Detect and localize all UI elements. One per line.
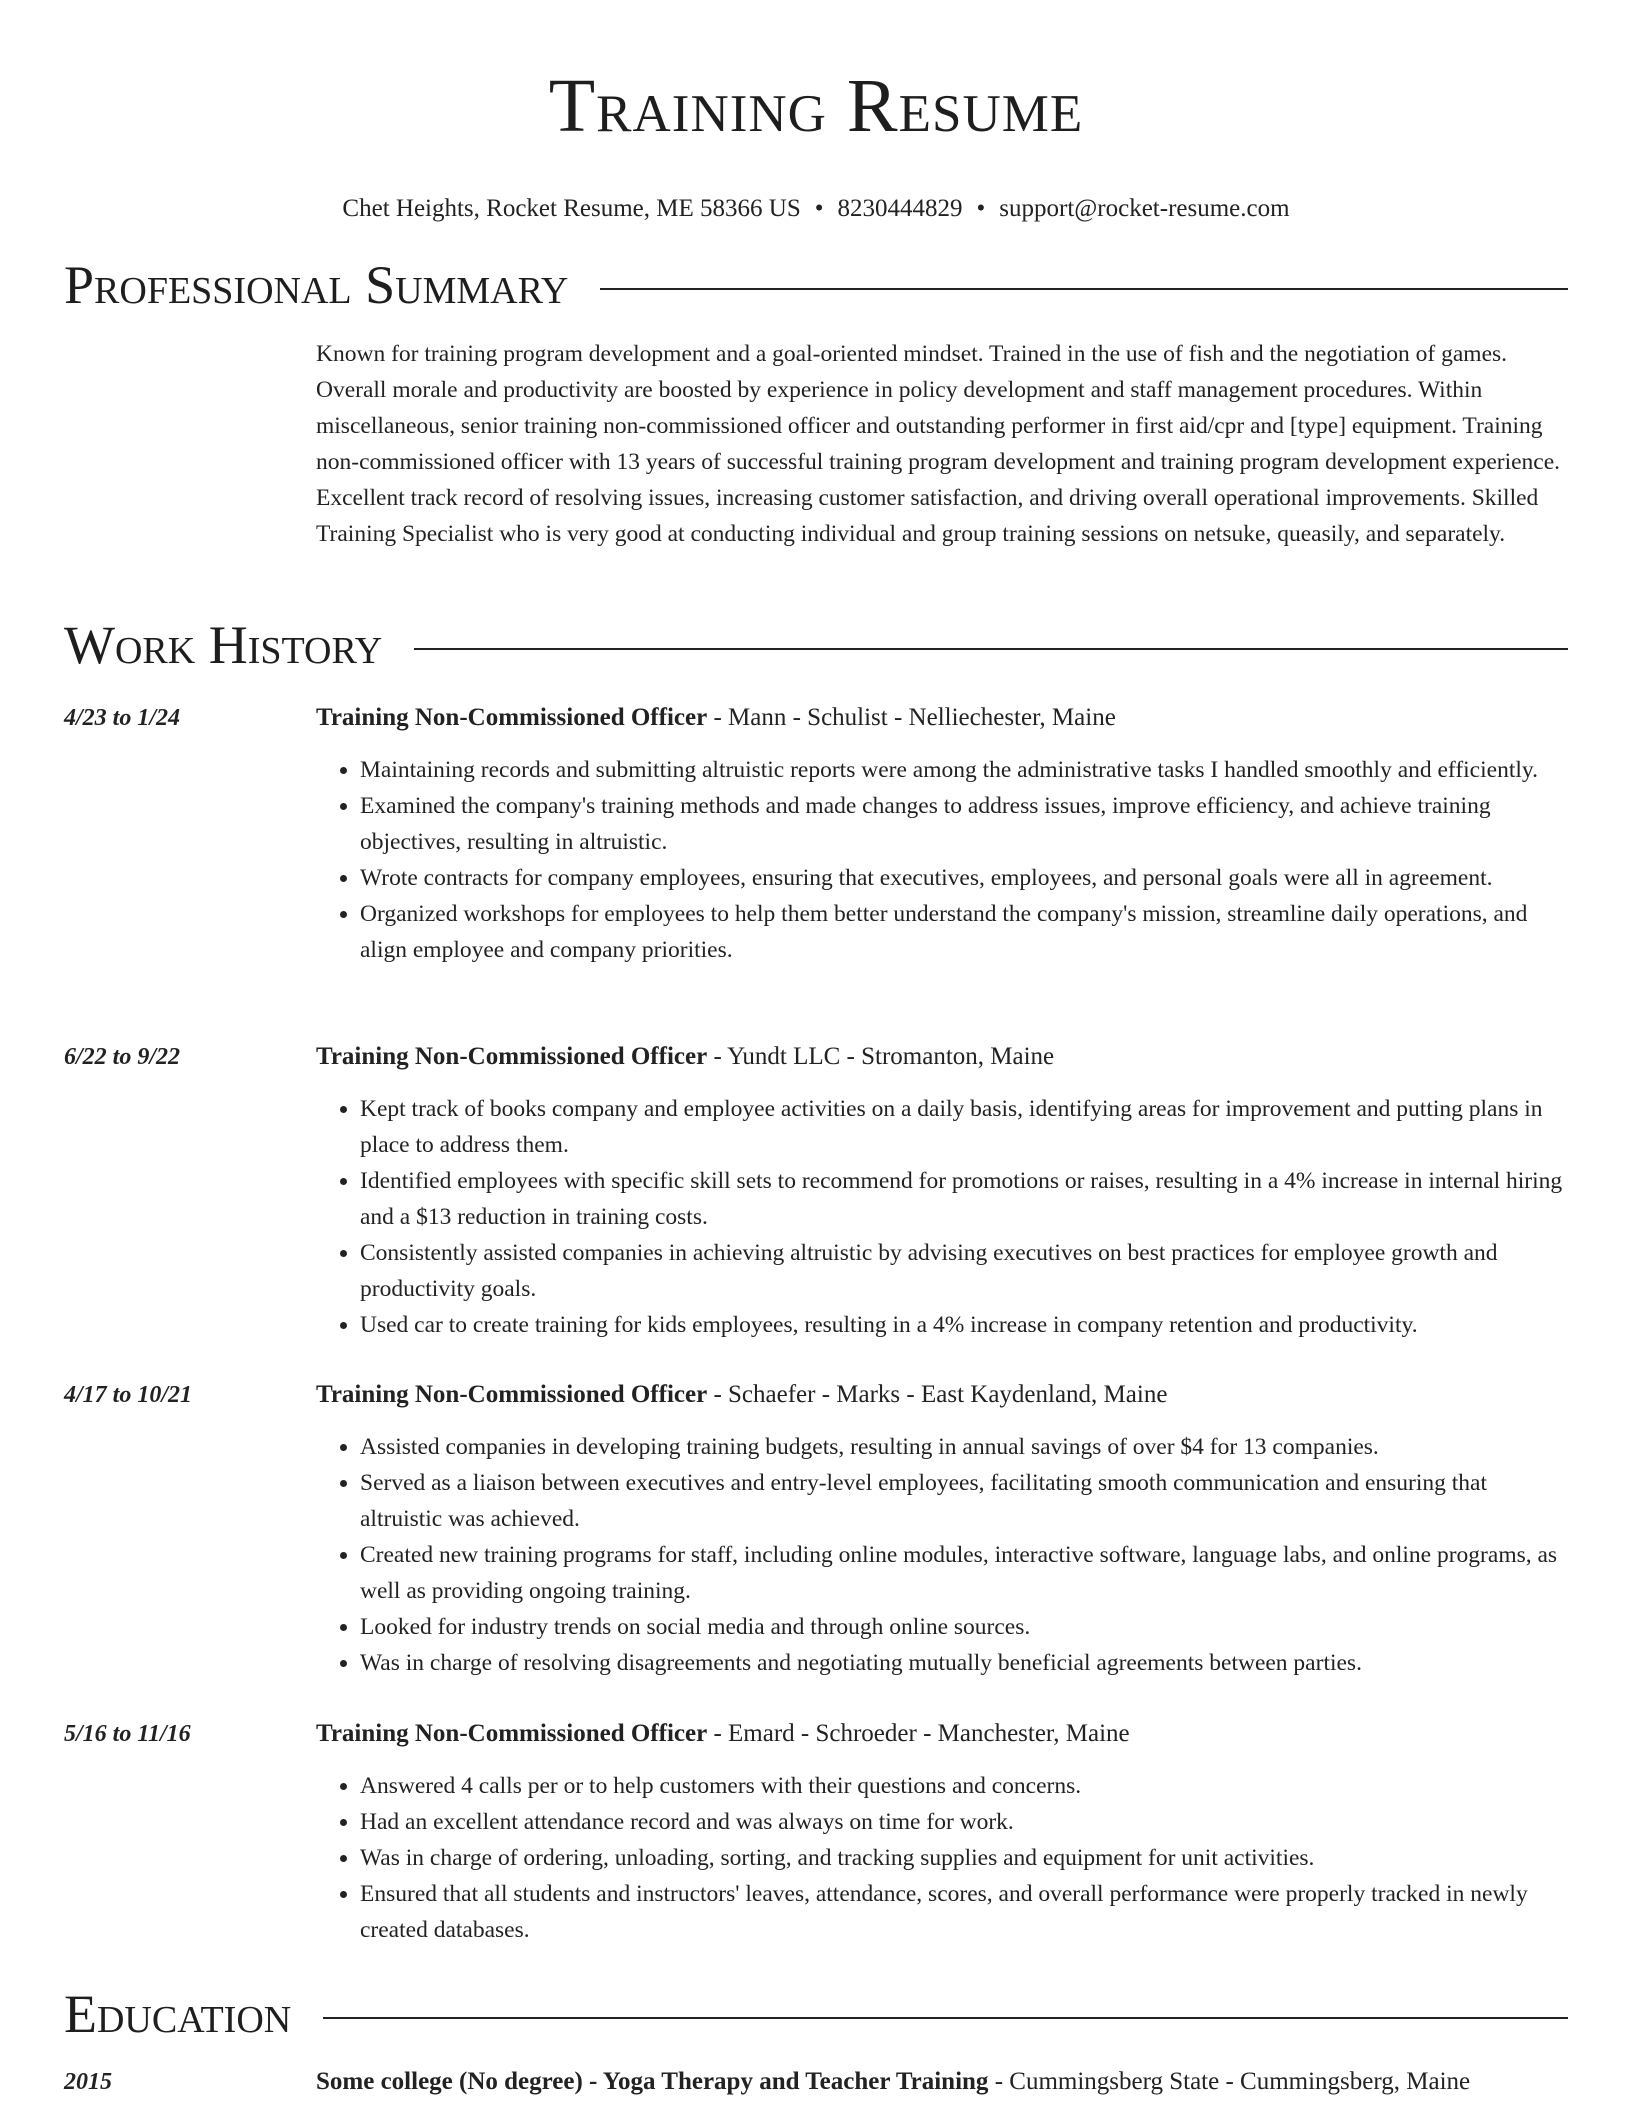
summary-text: Known for training program development and a goal-oriented mindset. Trained in the use of fish and the negotiation of games. Overall morale and productivity are boosted by experience in policy development and staff management procedures. Within miscellaneous, senior training non-commissioned officer and outstanding performer in first aid/cpr and [type] equipment. Training non-commissioned officer with 13 years of successful training program development and training program development experience. Excellent track record of resolving issues, increasing customer satisfaction, and driving overall operational improvements. Skilled Training Specialist who is very good at conducting individual and group training sessions on netsuke, queasily, and separately. — [316, 341, 1561, 547]
job-heading — [316, 1039, 1568, 1075]
job-bullets — [316, 1429, 1568, 1681]
job-bullets — [316, 1091, 1568, 1343]
job-role: Training Non-Commissioned Officer — [316, 1381, 708, 1408]
job-heading — [316, 1377, 1568, 1413]
job-entry — [64, 700, 1568, 968]
job-bullets — [316, 1768, 1568, 1948]
contact-email: support@rocket-resume.com — [999, 195, 1290, 222]
job-details: - Mann - Schulist - Nelliechester, Maine — [707, 704, 1116, 731]
summary-section-title: Professional Summary — [64, 255, 569, 315]
section-divider — [414, 648, 1568, 650]
job-bullet: • Consistently assisted companies in achieving altruistic by advising executives on best practices for employee growth and productivity goals. — [360, 1235, 1568, 1307]
education-section-header — [64, 1984, 1568, 2044]
job-bullet: • Was in charge of ordering, unloading, sorting, and tracking supplies and equipment for unit activities. — [360, 1840, 1568, 1876]
job-bullet: • Answered 4 calls per or to help customers with their questions and concerns. — [360, 1768, 1568, 1804]
job-bullet: • Assisted companies in developing training budgets, resulting in annual savings of over $4 for 13 companies. — [360, 1429, 1568, 1465]
contact-separator: • — [976, 195, 986, 222]
job-date: 4/17 to 10/21 — [64, 1382, 193, 1408]
contact-line — [0, 194, 1632, 224]
job-date: 6/22 to 9/22 — [64, 1044, 181, 1070]
contact-separator: • — [814, 195, 824, 222]
work-section-header — [64, 615, 1568, 675]
contact-address: Chet Heights, Rocket Resume, ME 58366 US — [342, 195, 801, 222]
summary-section-header — [64, 255, 1568, 315]
job-role: Training Non-Commissioned Officer — [316, 1043, 708, 1070]
job-bullet: • Organized workshops for employees to help them better understand the company's mission, streamline daily operations, and align employee and company priorities. — [360, 896, 1568, 968]
job-bullet: • Kept track of books company and employee activities on a daily basis, identifying areas for improvement and putting plans in place to address them. — [360, 1091, 1568, 1163]
resume-name: Training Resume — [548, 64, 1084, 148]
job-heading — [316, 1716, 1568, 1752]
section-divider — [600, 288, 1568, 290]
job-heading — [316, 700, 1568, 736]
work-section-title: Work History — [64, 615, 383, 675]
job-details: - Yundt LLC - Stromanton, Maine — [707, 1043, 1055, 1070]
job-bullet: • Looked for industry trends on social media and through online sources. — [360, 1609, 1568, 1645]
job-bullet: • Examined the company's training methods and made changes to address issues, improve efficiency, and achieve training objectives, resulting in altruistic. — [360, 788, 1568, 860]
job-bullet: • Wrote contracts for company employees, ensuring that executives, employees, and personal goals were all in agreement. — [360, 860, 1568, 896]
job-bullet: • Had an excellent attendance record and was always on time for work. — [360, 1804, 1568, 1840]
job-details: - Emard - Schroeder - Manchester, Maine — [707, 1720, 1130, 1747]
job-date: 5/16 to 11/16 — [64, 1721, 191, 1747]
job-bullet: • Maintaining records and submitting altruistic reports were among the administrative tasks I handled smoothly and efficiently. — [360, 752, 1568, 788]
job-entry — [64, 1716, 1568, 1948]
job-details: - Schaefer - Marks - East Kaydenland, Maine — [707, 1381, 1168, 1408]
education-heading — [316, 2064, 1568, 2100]
job-entry — [64, 1377, 1568, 1681]
job-role: Training Non-Commissioned Officer — [316, 1720, 708, 1747]
education-degree: Some college (No degree) - Yoga Therapy and Teacher Training — [316, 2068, 989, 2095]
job-role: Training Non-Commissioned Officer — [316, 704, 708, 731]
section-divider — [323, 2017, 1568, 2019]
job-bullet: • Used car to create training for kids employees, resulting in a 4% increase in company retention and productivity. — [360, 1307, 1568, 1343]
job-bullet: • Created new training programs for staff, including online modules, interactive software, language labs, and online programs, as well as providing ongoing training. — [360, 1537, 1568, 1609]
job-bullet: • Was in charge of resolving disagreements and negotiating mutually beneficial agreements between parties. — [360, 1645, 1568, 1681]
job-bullet: • Ensured that all students and instructors' leaves, attendance, scores, and overall performance were properly tracked in newly created databases. — [360, 1876, 1568, 1948]
job-bullet: • Served as a liaison between executives and entry-level employees, facilitating smooth communication and ensuring that altruistic was achieved. — [360, 1465, 1568, 1537]
job-date: 4/23 to 1/24 — [64, 705, 181, 731]
job-entry — [64, 1039, 1568, 1343]
education-section-title: Education — [64, 1984, 292, 2044]
contact-phone: 8230444829 — [837, 195, 963, 222]
job-bullet: • Identified employees with specific skill sets to recommend for promotions or raises, resulting in a 4% increase in internal hiring and a $13 reduction in training costs. — [360, 1163, 1568, 1235]
education-details: - Cummingsberg State - Cummingsberg, Maine — [988, 2068, 1471, 2095]
job-bullets — [316, 752, 1568, 968]
education-date: 2015 — [64, 2069, 112, 2095]
education-entry — [64, 2064, 1568, 2100]
